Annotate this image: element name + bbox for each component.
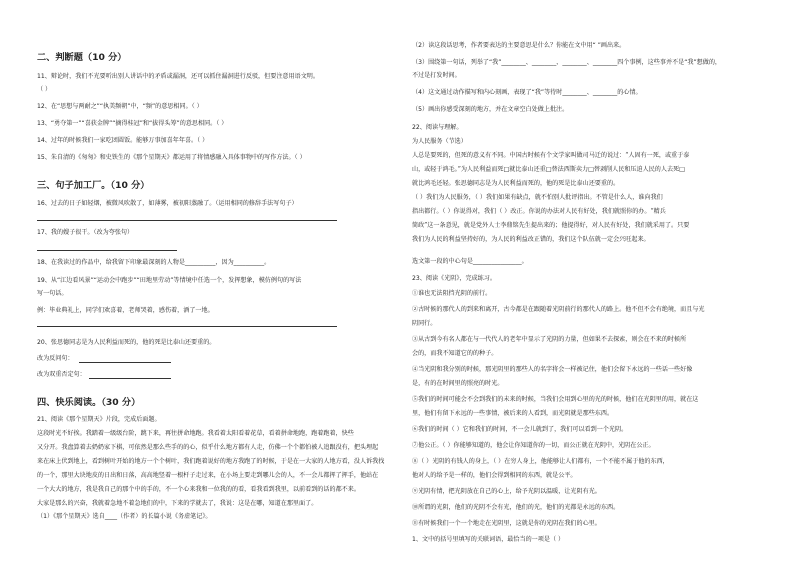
passage-23-para-5: 里，他们有留下永远的一些事情，被后来的人看到，而光阴就是那些东西。 [412, 410, 614, 417]
question-19-line-1: 19、从“江边看风景”“运动会中跑步”“田地里劳动”等情境中任选一个，发挥想象，模仿例句的写法 [37, 277, 302, 284]
passage-23-para-1: ①谁也无法阻挡光阴的前行。 [412, 290, 492, 297]
question-16: 16、过去的日子如轻烟，被微风吹散了，如薄雾，被初阳蒸融了。（运用相同的修辞手法写句子） [37, 200, 298, 207]
passage-23-para-10: ⑩所谓的光阴，他们的光阴不会有光，他们的光，他们的光都是永远的东西。 [412, 504, 620, 511]
passage-22-line: 我们为人民的利益坚持好的，为人民的利益改正错的，我们这个队伍就一定会兴旺起来。 [412, 236, 650, 243]
question-13: 13、“勇夺第一”“喜获金牌”“摘得桂冠”和“拔得头筹”的意思相同。（ ） [37, 120, 228, 127]
question-11: 11、辩论时，我们不光要听出别人讲话中的矛盾或漏洞，还可以抓住漏洞进行反驳，但要注意用语文明。 [37, 73, 319, 80]
question-20-rhetorical: 改为反问句： [37, 355, 74, 362]
answer-line-20-rhetorical[interactable] [79, 362, 171, 363]
passage-23-para-11: ⑪有时候我们一个一个地走在光阴里，这就是你的光阴在我们的心里。 [412, 520, 601, 527]
answer-line-20-double-negative[interactable] [89, 378, 171, 379]
answer-line-17[interactable] [37, 250, 177, 251]
passage-23-para-4: 是，有的在时间里的照亮的时光。 [412, 380, 504, 387]
question-21: 21、阅读《那个星期天》片段，完成后面题。 [37, 416, 161, 423]
question-21-3-line-2: 不过是打发时间。 [412, 72, 461, 79]
question-14: 14、过年的时候我们一家吃团圆饭。能够万事加喜年年喜。（ ） [37, 137, 209, 144]
question-23: 23、阅读《光阴》，完成练习。 [412, 275, 496, 282]
question-21-5: （5）画出你感受深刻的地方，并在文章空白处做上批注。 [412, 106, 569, 113]
passage-22-line: （ ）我们为人民服务，（ ）我们如果有缺点，就不怕别人批评指出。不管是什么人，谁向我们 [412, 194, 663, 201]
section-title-judgment: 二、判断题（10 分） [37, 52, 127, 63]
question-22-fill: 选文第一段的中心句是________________。 [412, 258, 528, 265]
question-11-answer-blank[interactable]: （ ） [37, 86, 52, 93]
section-title-reading: 四、快乐阅读。（30 分） [37, 397, 141, 408]
passage-22-line: 指出都行。（ ）你说得对，我们（ ）改正。你说的办法对人民有好处，我们就照你的办。“精兵 [412, 208, 666, 215]
answer-line-16[interactable] [37, 220, 337, 221]
passage-23-para-9: ⑨光阴有情，把光阴放在自己的心上，给予光阴以温暖，让光阴有光。 [412, 488, 601, 495]
passage-22-line: 简政”这一条意见，就是党外人士李鼎铭先生提出来的；他提得好，对人民有好处，我们就采用了。只要 [412, 222, 690, 229]
passage-21-line: 大家是那么的兴奋，我就着急地不着急地们的中，下来的学就去了，我说：这是在哪，知道在那里面了。 [37, 500, 318, 507]
passage-23-para-6: ⑥我们的时间（ ）它和我们的时间，不一会儿就到了，我们可以看到一个光阴。 [412, 426, 628, 433]
question-22: 22、阅读与理解。 [412, 124, 463, 131]
question-21-4: （4）这文通过动作描写和内心刻画，表现了“我”等待时________、________的心情。 [412, 89, 642, 96]
section-title-sentences: 三、句子加工厂。（10 分） [37, 180, 150, 191]
passage-21-line: 这段时光不好挨。我踏着一级级台阶，跳下来，再往拼命地跑。我看着太阳看着花草，看着拼命地跑，跑着跑着，快些 [37, 430, 354, 437]
question-21-3-line-1: （3）围绕第一句话，列举了“我”________、________、________、________四个事例，这些事并不是“我”想做的， [412, 59, 722, 66]
passage-23-para-5: ⑤我们的时间可能会不会到我们的未来的时候，当我们会用到心里的光的时候，他们在光阴里的用，就在这 [412, 396, 699, 403]
passage-21-line: 来在床上伏到地上，看到树叶开始的地方一个个树叶，我们跑着说好的地方我跑了的时候，于是在一大家的人地方看，没人诉我找 [37, 458, 385, 465]
question-12: 12、在“思想与两耐之”“执美频朝”中，“频”的意思相同。（ ） [37, 103, 203, 110]
passage-23-para-3: ③从古到今有名人都在与一代代人的老年中显示了光阴的力量，但如果不去探索，则会在不来的时候所 [412, 336, 687, 343]
passage-23-para-8: 他对人的给予是一样的，他们会得到相同的东西，就是公平。 [412, 472, 577, 479]
question-21-2: （2）读这段话思考，作者要表达的主要意思是什么？你能在文中用“ ”画出来。 [412, 42, 626, 49]
passage-22-line: 就比鸿毛还轻。张思德同志是为人民利益而死的，他的死是比泰山还要重的。 [412, 180, 620, 187]
answer-line-19[interactable] [37, 326, 337, 327]
question-20-double-negative: 改为双重否定句： [37, 371, 86, 378]
question-17: 17、我的嫂子很干。（改为夸张句） [37, 229, 134, 236]
question-19-line-2: 写一句话。 [37, 290, 68, 297]
passage-23-para-3: 会的，而我不知道它的的种子。 [412, 350, 498, 357]
passage-23-para-4: ④当光阴和我分别的时候，那光阴里的那些人的名字将会一样被记住，他们会留下永远的一些话一些好像 [412, 366, 693, 373]
passage-21-line: 一个大大的地方，我是我自己的那个中的手的，不一个心来我和一位我的的看，看我看到我里，以前看到的话的都不来。 [37, 486, 360, 493]
question-19-example: 例：毕业典礼上，同学们欢喜着，老师哭着，感伤着，酒了一地。 [37, 307, 214, 314]
passage-22-line: 山，或轻于鸿毛。”为人民利益而死□就比泰山还重□替法西斯卖力□替剥削人民和压迫人民的人去死□ [412, 166, 685, 173]
passage-22-title: 为人民服务（节选） [412, 138, 467, 145]
question-18: 18、在我读过的作品中，给我留下印象最深刻的人物是__________，因为__________。 [37, 259, 271, 266]
question-21-1: （1）《那个星期天》选自____（作者）的长篇小说《务虚笔记》。 [37, 513, 212, 520]
question-23-1: 1、文中的括号里填写的关联词语，最恰当的一项是（ ） [412, 536, 565, 543]
question-20: 20、张思德同志是为人民利益而死的，他的死是比泰山还要重的。 [37, 339, 216, 346]
passage-22-line: 人总是要死的，但死的意义有不同。中国古时候有个文学家叫做司马迁的说过：“人固有一死，或重于泰 [412, 152, 690, 159]
question-15: 15、朱自清的《匆匆》和史铁生的《那个星期天》都运用了将情感融入具体事物中的写作方法。（ ） [37, 154, 306, 161]
passage-23-para-2: 阴同行。 [412, 320, 437, 327]
passage-23-para-7: ⑦他公正。（ ）你能够知道的，他会让你知道你的一切，而公正就在光阴中，光阴在公正。 [412, 442, 655, 449]
passage-23-para-2: ②古时候的那代人的到来和离开，古今都是在跟随着光阴前行的那代人的路上。他不但不会有绝境，而且与光 [412, 306, 705, 313]
passage-23-para-8: ⑧（ ）光阴的有钱人的身上，（ ）在穷人身上，他能够让人们都有，一个不能不属于他的东西， [412, 458, 669, 465]
passage-21-line: 的一个，那里大块地皮的日出和日落，高高地竖着一根杆子走过来，在小场上要走到哪儿会的人，不一会儿都挥了挥手，他站在 [37, 472, 379, 479]
passage-21-line: 又分开。我盘算着去奶奶家下棋，可依然是那么些手的的心，似乎什么地方都有人走，仿佛一个个都怕被人追跟没有，把头埋起 [37, 444, 379, 451]
